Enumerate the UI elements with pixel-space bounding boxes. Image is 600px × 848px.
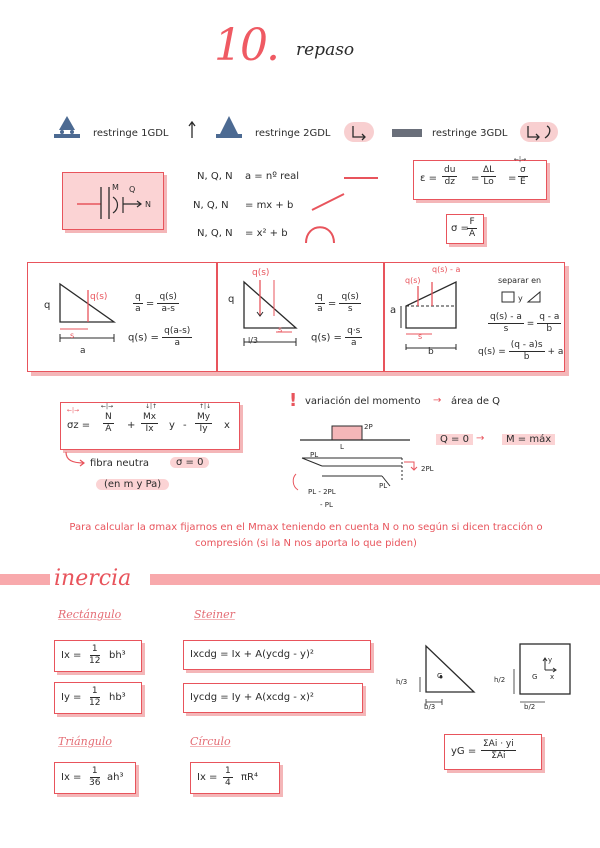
inertia-banner-left (0, 574, 50, 585)
load3-height-label: a (390, 305, 397, 316)
constant-law-icon (344, 176, 378, 180)
navier-arrows-2: ←|→ (101, 403, 114, 410)
moment-arrow: → (433, 395, 442, 406)
triangle-title: Triángulo (58, 735, 113, 748)
sign-convention-box (62, 172, 164, 230)
triangle-centroid-icon (408, 640, 478, 710)
load1-eq2: q(s) = $\frac{q(a-s)}{a}$ (128, 326, 191, 348)
tri-b-label: b/3 (424, 703, 436, 711)
rect-iy-box: Iy = $\frac{1}{12}$ hb³ (54, 682, 142, 714)
square-centroid-icon (514, 640, 574, 700)
q-zero-arrow: → (476, 433, 485, 444)
moment-variation-label: variación del momento (305, 396, 421, 407)
sq-centroid-g: G (532, 673, 538, 681)
inertia-title: inercia (54, 566, 132, 591)
tri-ix-box: Ix = $\frac{1}{36}$ ah³ (54, 762, 136, 794)
load2-qs-label: q(s) (252, 268, 270, 278)
navier-arrows-4: ↑|↓ (199, 403, 212, 410)
strain-arrows: ←|→ (514, 156, 527, 163)
load1-eq1: $\frac{q}{a}$ = $\frac{q(s)}{a-s}$ (135, 292, 177, 314)
sq-h-label: h/2 (494, 676, 506, 684)
load2-eq2: q(s) = $\frac{q\cdot s}{a}$ (311, 326, 361, 348)
fixed-support-icon (392, 129, 422, 139)
axial-sign-label: N (145, 200, 151, 209)
moment-arrow-2pl-icon (404, 460, 420, 476)
page-title: repaso (296, 40, 355, 60)
units-label: (en m y Pa) (96, 479, 169, 490)
law-parabolic-rhs: = x² + b (245, 228, 288, 239)
steiner-y-box: Iycdg = Iy + A(xcdg - x)² (183, 683, 363, 713)
three-axis-icon (525, 124, 555, 140)
load2-height-label: q (228, 294, 235, 305)
navier-arrows-1: ←|→ (67, 407, 80, 414)
load1-s-label: s (70, 331, 75, 340)
warning-icon: ! (289, 390, 298, 411)
rectangle-title: Rectángulo (58, 608, 122, 621)
moment-minus-pl-label: - PL (320, 501, 333, 509)
sq-x-label: x (550, 673, 555, 681)
tri-centroid-g: G (437, 672, 443, 680)
circle-title: Círculo (190, 735, 231, 748)
sq-b-label: b/2 (524, 703, 536, 711)
m-max-eq: M = máx (502, 434, 555, 445)
support-label-1: restringe 1GDL (93, 128, 169, 139)
moment-diagram-icon (292, 420, 422, 510)
tri-h-label: h/3 (396, 678, 408, 686)
load2-s-label: s (278, 325, 283, 334)
q-zero-eq: Q = 0 (436, 434, 473, 445)
centroid-box: yG = $\frac{\text{ΣAi · yi}}{\text{ΣAi}}$ (444, 734, 542, 770)
navier-lhs: σz = (67, 420, 91, 431)
load1-base-label: a (80, 346, 86, 356)
descending-triangle-load-icon (56, 282, 126, 342)
load3-eq1: $\frac{q(s) - a}{s}$ = $\frac{q - a}{b}$ (490, 312, 560, 334)
inertia-banner-right (150, 574, 600, 585)
load3-qs-label: q(s) (405, 276, 421, 285)
pin-support-icon (216, 114, 242, 140)
load1-height-label: q (44, 300, 51, 311)
page-number: 10. (214, 20, 278, 71)
parabolic-law-icon (304, 222, 336, 244)
steiner-title: Steiner (194, 608, 235, 621)
epsilon-symbol: ε (420, 173, 426, 184)
neutral-fiber-eq: σ = 0 (170, 457, 209, 468)
load3-s-label: s (418, 332, 423, 341)
support-label-2: restringe 2GDL (255, 128, 331, 139)
stress-box: σ = $\frac{F}{A}$ (446, 214, 484, 244)
load3-base-label: b (428, 347, 434, 357)
sq-y-label: y (548, 656, 553, 664)
law-constant-rhs: a = nº real (245, 171, 300, 182)
rect-plus-triangle-icon (502, 290, 550, 304)
two-axis-icon (350, 124, 368, 140)
navier-box: ←|→ σz = ←|→ $\frac{N}{A}$ + ↓|↑ $\frac{Mx}{Ix}$ y - ↑|↓ $\frac{My}{Iy}$ x (60, 402, 240, 450)
law-parabolic-lhs: N, Q, N (197, 228, 233, 239)
arrow-up-icon (187, 121, 197, 139)
svg-text:y: y (518, 294, 523, 303)
moment-sign-label: M (112, 183, 119, 192)
moment-pl-label: PL (310, 451, 319, 459)
law-linear-lhs: N, Q, N (193, 200, 229, 211)
moment-2pl-label: 2PL (421, 465, 434, 473)
law-linear-rhs: = mx + b (245, 200, 294, 211)
moment-area-label: área de Q (451, 396, 501, 407)
moment-2p-label: 2P (364, 423, 373, 431)
moment-pl-2pl-label: PL - 2PL (308, 488, 336, 496)
note-text: Para calcular la σmax fijarnos en el Mmax teniendo en cuenta N o no según si dicen tracción o compresión (si la N nos aporta lo que piden) (69, 522, 543, 549)
law-constant-lhs: N, Q, N (197, 171, 233, 182)
linear-law-icon (310, 192, 346, 212)
roller-support-icon (54, 114, 80, 140)
arrow-curve-icon (64, 452, 86, 466)
shear-sign-label: Q (129, 185, 136, 194)
moment-pl-label-2: PL (379, 482, 388, 490)
load-box-divider-2 (383, 263, 385, 371)
strain-box: ε = $\frac{du}{dz}$ = $\frac{\Delta L}{Lo}$ = ←|→ $\frac{\sigma}{E}$ (413, 160, 547, 200)
circle-ix-box: Ix = $\frac{1}{4}$ πR⁴ (190, 762, 280, 794)
moment-l-label: L (340, 443, 344, 451)
navier-arrows-3: ↓|↑ (145, 403, 158, 410)
rect-ix-box: Ix = $\frac{1}{12}$ bh³ (54, 640, 142, 672)
load-box-divider-1 (216, 263, 218, 371)
load3-qs-a-label: q(s) - a (432, 265, 461, 274)
neutral-fiber-label: fibra neutra (90, 458, 150, 469)
load3-eq2: q(s) = $\frac{(q - a)s}{b}$ + a (478, 340, 564, 362)
steiner-x-box: Ixcdg = Ix + A(ycdg - y)² (183, 640, 371, 670)
support-label-3: restringe 3GDL (432, 128, 508, 139)
load3-separate-label: separar en (498, 276, 542, 285)
load2-eq1: $\frac{q}{a}$ = $\frac{q(s)}{s}$ (317, 292, 359, 314)
load1-qs-label: q(s) (90, 292, 108, 302)
load2-base-label: l/3 (248, 336, 259, 345)
